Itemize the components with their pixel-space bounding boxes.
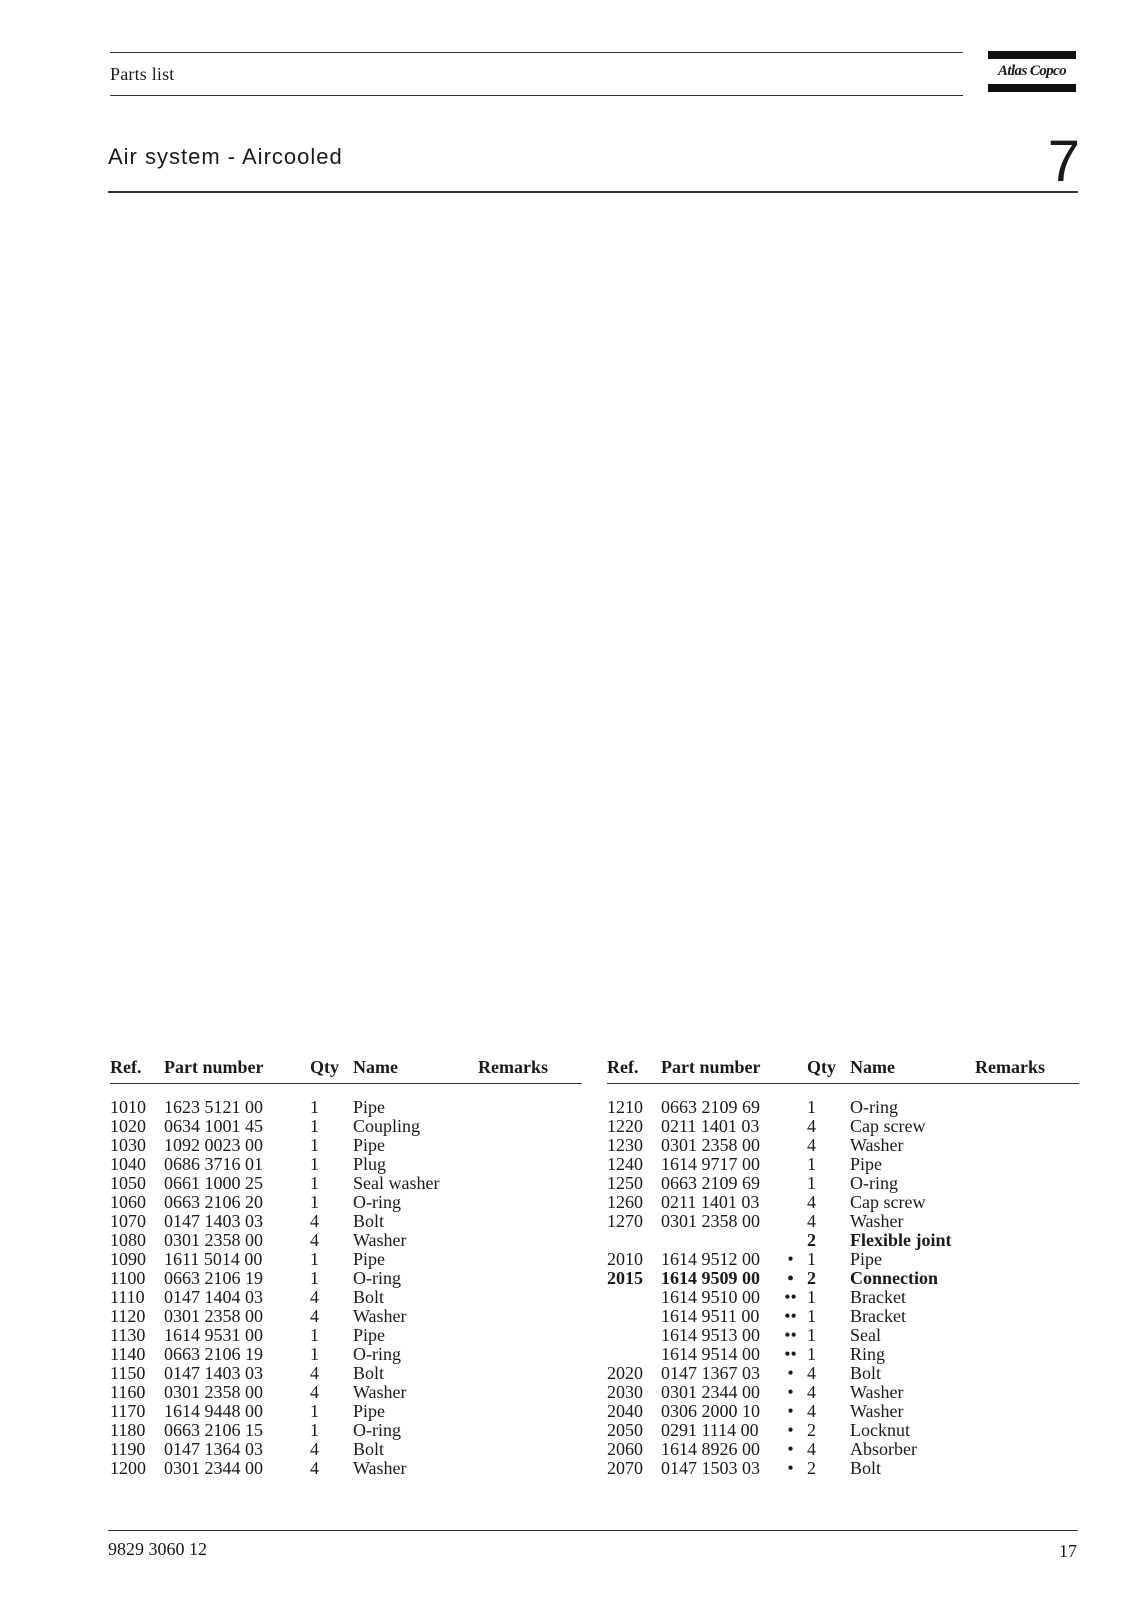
level-bullet: • [787,1268,794,1288]
qty-cell: 4 [807,1135,816,1155]
qty-cell: 1 [310,1401,319,1421]
name-cell: O-ring [353,1268,401,1288]
name-cell: Washer [850,1401,904,1421]
name-cell: Seal [850,1325,881,1345]
qty-cell: 4 [310,1287,319,1307]
level-bullet: •• [784,1325,797,1345]
table-row [607,1250,1079,1269]
table-row [607,1307,1079,1326]
qty-cell: 1 [807,1173,816,1193]
table-row [607,1288,1079,1307]
qty-cell: 1 [310,1097,319,1117]
table-row [110,1440,582,1459]
ref-cell: 1040 [110,1154,146,1174]
ref-cell [607,1345,661,1364]
table-row [110,1136,582,1155]
table-row [110,1117,582,1136]
table-row [110,1193,582,1212]
table-row [110,1307,582,1326]
col-header-ref: Ref. [110,1057,164,1084]
table-row [110,1174,582,1193]
table-row [607,1155,1079,1174]
remarks-cell [478,1117,582,1136]
remarks-cell [975,1402,1079,1421]
remarks-cell [478,1383,582,1402]
qty-cell: 2 [807,1268,816,1288]
qty-cell: 1 [310,1344,319,1364]
ref-cell: 1110 [110,1287,145,1307]
col-header-name: Name [353,1057,478,1084]
qty-cell: 1 [310,1135,319,1155]
table-row [607,1440,1079,1459]
remarks-cell [975,1084,1079,1118]
remarks-cell [478,1231,582,1250]
qty-cell: 1 [310,1192,319,1212]
remarks-cell [975,1193,1079,1212]
qty-cell: 2 [807,1420,816,1440]
part-number-cell: 0147 1403 03 [164,1363,263,1383]
name-cell: Seal washer [353,1173,440,1193]
table-row [607,1383,1079,1402]
table-row [607,1231,1079,1250]
part-number-cell: 0686 3716 01 [164,1154,263,1174]
name-cell: Cap screw [850,1116,926,1136]
col-header-part-number: Part number [661,1057,807,1084]
remarks-cell [478,1250,582,1269]
part-number-cell: 1092 0023 00 [164,1135,263,1155]
table-row [607,1212,1079,1231]
qty-cell: 1 [310,1173,319,1193]
part-number-cell: 0301 2358 00 [164,1230,263,1250]
table-row [607,1269,1079,1288]
name-cell: Washer [353,1458,407,1478]
ref-cell: 1100 [110,1268,146,1288]
level-bullet: •• [784,1287,797,1307]
part-number-cell: 1611 5014 00 [164,1249,263,1269]
logo-top-bar [988,51,1076,59]
qty-cell: 1 [807,1325,816,1345]
ref-cell: 1180 [110,1420,146,1440]
name-cell: Washer [353,1382,407,1402]
part-number-cell: 1614 9531 00 [164,1325,263,1345]
name-cell: Pipe [353,1325,386,1345]
table-row [607,1084,1079,1118]
level-bullet [774,1117,807,1136]
document-number: 9829 3060 12 [108,1539,207,1559]
qty-cell: 2 [807,1230,816,1250]
page-number: 17 [1059,1541,1077,1561]
ref-cell: 1130 [110,1325,146,1345]
ref-cell: 2040 [607,1401,643,1421]
name-cell: Bolt [353,1439,385,1459]
table-row [110,1364,582,1383]
qty-cell: 4 [310,1230,319,1250]
part-number-cell: 0147 1404 03 [164,1287,263,1307]
name-cell: Pipe [353,1097,386,1117]
ref-cell: 1210 [607,1097,643,1117]
ref-cell: 2015 [607,1268,643,1288]
name-cell: Washer [353,1306,407,1326]
ref-cell: 1010 [110,1097,146,1117]
remarks-cell [975,1212,1079,1231]
remarks-cell [478,1345,582,1364]
name-cell: Cap screw [850,1192,926,1212]
qty-cell: 4 [310,1458,319,1478]
level-bullet [774,1212,807,1231]
name-cell: Bolt [353,1287,385,1307]
table-row [110,1084,582,1118]
qty-cell: 4 [807,1116,816,1136]
name-cell: Bolt [850,1363,882,1383]
name-cell: Absorber [850,1439,917,1459]
remarks-cell [975,1326,1079,1345]
name-cell: O-ring [850,1173,898,1193]
remarks-cell [975,1440,1079,1459]
logo-bottom-bar [988,84,1076,92]
part-number-cell: 0301 2358 00 [661,1211,760,1231]
name-cell: O-ring [353,1192,401,1212]
name-cell: Plug [353,1154,387,1174]
table-header-row [110,1057,582,1084]
ref-cell: 1030 [110,1135,146,1155]
name-cell: Bolt [850,1458,882,1478]
remarks-cell [975,1250,1079,1269]
table-row [607,1421,1079,1440]
table-row [607,1459,1079,1478]
remarks-cell [478,1193,582,1212]
ref-cell: 1050 [110,1173,146,1193]
parts-table-left [110,1057,582,1478]
table-row [110,1288,582,1307]
part-number-cell: 1614 8926 00 [661,1439,760,1459]
remarks-cell [478,1440,582,1459]
name-cell: Pipe [850,1154,883,1174]
level-bullet: • [787,1382,794,1402]
col-header-remarks: Remarks [975,1057,1079,1084]
ref-cell: 1170 [110,1401,146,1421]
col-header-ref: Ref. [607,1057,661,1084]
col-header-remarks: Remarks [478,1057,582,1084]
name-cell: Pipe [353,1135,386,1155]
level-bullet: • [787,1420,794,1440]
part-number-cell: 1614 9511 00 [661,1306,760,1326]
logo-wordmark: Atlas Copco [998,63,1066,79]
table-row [607,1117,1079,1136]
name-cell: Washer [850,1135,904,1155]
qty-cell: 1 [310,1249,319,1269]
ref-cell: 1200 [110,1458,146,1478]
name-cell: Pipe [353,1249,386,1269]
ref-cell: 2060 [607,1439,643,1459]
table-row [607,1364,1079,1383]
level-bullet: • [787,1401,794,1421]
header-top-rule [110,52,963,53]
level-bullet: •• [784,1306,797,1326]
table-row [110,1345,582,1364]
level-bullet [774,1084,807,1118]
ref-cell: 2010 [607,1249,643,1269]
name-cell: Washer [850,1211,904,1231]
remarks-cell [975,1383,1079,1402]
header-bottom-rule [110,95,963,96]
qty-cell: 4 [310,1363,319,1383]
title-rule [108,191,1078,193]
level-bullet [774,1231,807,1250]
part-number-cell: 0663 2109 69 [661,1173,760,1193]
col-header-qty: Qty [310,1057,353,1084]
name-cell: Bracket [850,1287,906,1307]
name-cell: O-ring [353,1420,401,1440]
col-header-part-number: Part number [164,1057,310,1084]
col-header-qty: Qty [807,1057,850,1084]
table-row [607,1174,1079,1193]
part-number-cell: 0147 1403 03 [164,1211,263,1231]
remarks-cell [975,1307,1079,1326]
qty-cell: 1 [310,1154,319,1174]
name-cell: Washer [353,1230,407,1250]
ref-cell: 1220 [607,1116,643,1136]
ref-cell: 2070 [607,1458,643,1478]
qty-cell: 1 [807,1287,816,1307]
remarks-cell [478,1307,582,1326]
level-bullet: • [787,1249,794,1269]
name-cell: Pipe [850,1249,883,1269]
ref-cell: 1060 [110,1192,146,1212]
atlas-copco-logo [988,51,1076,93]
remarks-cell [975,1288,1079,1307]
ref-cell: 1090 [110,1249,146,1269]
remarks-cell [478,1084,582,1118]
ref-cell [607,1326,661,1345]
level-bullet: • [787,1458,794,1478]
remarks-cell [975,1364,1079,1383]
part-number-cell [661,1231,774,1250]
qty-cell: 4 [807,1401,816,1421]
name-cell: Locknut [850,1420,910,1440]
ref-cell: 1230 [607,1135,643,1155]
parts-table-right [607,1057,1079,1478]
qty-cell: 4 [310,1382,319,1402]
qty-cell: 1 [807,1306,816,1326]
remarks-cell [478,1155,582,1174]
qty-cell: 1 [807,1344,816,1364]
name-cell: Bolt [353,1211,385,1231]
part-number-cell: 0301 2358 00 [164,1382,263,1402]
remarks-cell [975,1117,1079,1136]
part-number-cell: 1614 9509 00 [661,1268,760,1288]
section-label: Parts list [110,64,175,84]
table-row [110,1383,582,1402]
footer-rule [108,1530,1078,1531]
part-number-cell: 1614 9717 00 [661,1154,760,1174]
table-row [110,1421,582,1440]
part-number-cell: 1623 5121 00 [164,1097,263,1117]
ref-cell: 2030 [607,1382,643,1402]
name-cell: O-ring [353,1344,401,1364]
ref-cell: 1240 [607,1154,643,1174]
remarks-cell [478,1421,582,1440]
remarks-cell [478,1326,582,1345]
ref-cell: 1140 [110,1344,146,1364]
col-header-name: Name [850,1057,975,1084]
table-row [110,1459,582,1478]
remarks-cell [478,1269,582,1288]
parts-table-right-body [607,1084,1079,1479]
part-number-cell: 1614 9510 00 [661,1287,760,1307]
part-number-cell: 0306 2000 10 [661,1401,760,1421]
part-number-cell: 0211 1401 03 [661,1192,760,1212]
chapter-number: 7 [1047,129,1080,194]
name-cell: Ring [850,1344,886,1364]
qty-cell: 1 [310,1116,319,1136]
table-row [110,1326,582,1345]
table-row [110,1155,582,1174]
level-bullet: • [787,1439,794,1459]
remarks-cell [478,1212,582,1231]
remarks-cell [478,1174,582,1193]
qty-cell: 2 [807,1458,816,1478]
ref-cell: 1080 [110,1230,146,1250]
remarks-cell [975,1459,1079,1478]
part-number-cell: 0147 1367 03 [661,1363,760,1383]
remarks-cell [478,1459,582,1478]
ref-cell: 2050 [607,1420,643,1440]
part-number-cell: 0147 1364 03 [164,1439,263,1459]
ref-cell: 2020 [607,1363,643,1383]
name-cell: Flexible joint [850,1230,952,1250]
name-cell: Washer [850,1382,904,1402]
part-number-cell: 0663 2106 19 [164,1344,263,1364]
part-number-cell: 0663 2106 19 [164,1268,263,1288]
table-row [607,1402,1079,1421]
ref-cell: 1190 [110,1439,146,1459]
table-row [110,1212,582,1231]
part-number-cell: 0663 2106 20 [164,1192,263,1212]
part-number-cell: 1614 9448 00 [164,1401,263,1421]
remarks-cell [478,1288,582,1307]
table-row [110,1231,582,1250]
table-row [607,1193,1079,1212]
qty-cell: 1 [310,1420,319,1440]
name-cell: Bolt [353,1363,385,1383]
part-number-cell: 0211 1401 03 [661,1116,760,1136]
table-row [607,1326,1079,1345]
name-cell: Connection [850,1268,939,1288]
ref-cell: 1070 [110,1211,146,1231]
remarks-cell [975,1174,1079,1193]
part-number-cell: 0634 1001 45 [164,1116,263,1136]
table-row [110,1402,582,1421]
table-row [110,1269,582,1288]
parts-table-left-body [110,1084,582,1479]
name-cell: Coupling [353,1116,421,1136]
table-header-row [607,1057,1079,1084]
ref-cell: 1120 [110,1306,146,1326]
part-number-cell: 0301 2344 00 [164,1458,263,1478]
qty-cell: 1 [807,1154,816,1174]
qty-cell: 4 [807,1439,816,1459]
table-row [607,1345,1079,1364]
remarks-cell [975,1421,1079,1440]
level-bullet [774,1155,807,1174]
qty-cell: 4 [807,1192,816,1212]
qty-cell: 4 [310,1439,319,1459]
remarks-cell [975,1269,1079,1288]
remarks-cell [975,1345,1079,1364]
ref-cell: 1150 [110,1363,146,1383]
page-title: Air system - Aircooled [108,144,343,169]
qty-cell: 4 [310,1211,319,1231]
qty-cell: 4 [807,1382,816,1402]
level-bullet: • [787,1363,794,1383]
part-number-cell: 0147 1503 03 [661,1458,760,1478]
qty-cell: 4 [807,1211,816,1231]
part-number-cell: 0663 2109 69 [661,1097,760,1117]
qty-cell: 4 [310,1306,319,1326]
remarks-cell [975,1155,1079,1174]
name-cell: Pipe [353,1401,386,1421]
table-row [607,1136,1079,1155]
part-number-cell: 1614 9513 00 [661,1325,760,1345]
remarks-cell [478,1364,582,1383]
table-row [110,1250,582,1269]
name-cell: Bracket [850,1306,906,1326]
qty-cell: 1 [807,1097,816,1117]
name-cell: O-ring [850,1097,898,1117]
ref-cell: 1250 [607,1173,643,1193]
ref-cell [607,1231,661,1250]
remarks-cell [975,1136,1079,1155]
qty-cell: 1 [310,1325,319,1345]
ref-cell: 1160 [110,1382,146,1402]
ref-cell [607,1288,661,1307]
part-number-cell: 1614 9514 00 [661,1344,760,1364]
qty-cell: 1 [807,1249,816,1269]
level-bullet [774,1193,807,1212]
part-number-cell: 0301 2358 00 [661,1135,760,1155]
ref-cell: 1020 [110,1116,146,1136]
ref-cell [607,1307,661,1326]
level-bullet: •• [784,1344,797,1364]
part-number-cell: 0663 2106 15 [164,1420,263,1440]
remarks-cell [478,1136,582,1155]
remarks-cell [975,1231,1079,1250]
part-number-cell: 0301 2344 00 [661,1382,760,1402]
part-number-cell: 0301 2358 00 [164,1306,263,1326]
level-bullet [774,1136,807,1155]
part-number-cell: 1614 9512 00 [661,1249,760,1269]
qty-cell: 1 [310,1268,319,1288]
ref-cell: 1260 [607,1192,643,1212]
qty-cell: 4 [807,1363,816,1383]
ref-cell: 1270 [607,1211,643,1231]
level-bullet [774,1174,807,1193]
part-number-cell: 0661 1000 25 [164,1173,263,1193]
part-number-cell: 0291 1114 00 [661,1420,759,1440]
remarks-cell [478,1402,582,1421]
